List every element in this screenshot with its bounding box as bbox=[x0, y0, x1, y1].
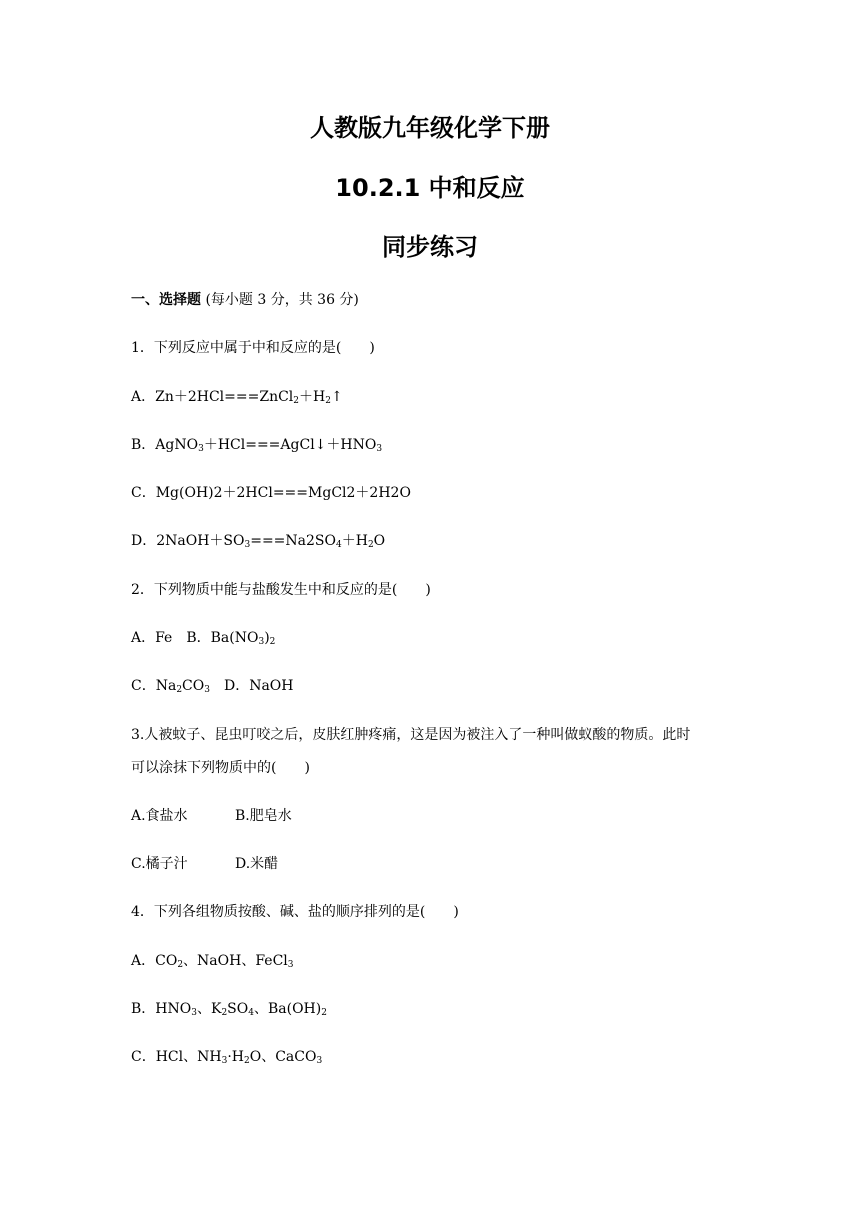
question-4-stem: 4．下列各组物质按酸、碱、盐的顺序排列的是( ) bbox=[131, 904, 459, 920]
question-4-option-a: A．$CO_2$、NaOH、FeCl$_3$ bbox=[131, 953, 294, 970]
exercise-title: 同步练习 bbox=[382, 233, 478, 261]
lesson-title: 10.2.1 中和反应 bbox=[335, 174, 525, 202]
document-title: 人教版九年级化学下册 bbox=[310, 114, 550, 142]
question-2-options-cd: C．$Na_2CO_3$ D．NaOH bbox=[131, 678, 294, 695]
question-3-options-ab bbox=[131, 806, 292, 826]
question-4-option-c: C．HCl、$NH_3\cdot H_2O$、CaCO$_3$ bbox=[131, 1049, 323, 1066]
question-3-option-d: D.米醋 bbox=[235, 856, 279, 872]
question-1-option-d: D．$2NaOH+SO_3===Na2SO_4+H_2O$ bbox=[131, 533, 386, 550]
question-3-stem-line-2: 可以涂抹下列物质中的( ) bbox=[131, 760, 310, 776]
section-note: (每小题 3 分，共 36 分) bbox=[201, 292, 359, 308]
question-1-option-b: B．$AgNO_3+HCl===AgCl↓+HNO_3$ bbox=[131, 437, 383, 454]
section-label: 一、选择题 bbox=[131, 292, 201, 308]
question-3-option-b: B.肥皂水 bbox=[235, 808, 292, 824]
question-3-stem-line-1: 3.人被蚊子、昆虫叮咬之后，皮肤红肿疼痛，这是因为被注入了一种叫做蚁酸的物质。此时 bbox=[131, 727, 691, 743]
question-3-option-c: C.橘子汁 bbox=[131, 856, 188, 872]
question-3-options-cd bbox=[131, 854, 279, 874]
question-2-options-ab: A．Fe B．$Ba(NO_3)_2$ bbox=[131, 630, 276, 647]
question-1-stem: 1．下列反应中属于中和反应的是( ) bbox=[131, 340, 375, 356]
question-2-stem: 2．下列物质中能与盐酸发生中和反应的是( ) bbox=[131, 582, 431, 598]
question-3-option-a: A.食盐水 bbox=[131, 808, 188, 824]
question-1-option-a: A．$Zn+2HCl===ZnCl_2+H_2↑$ bbox=[131, 389, 343, 406]
question-1-option-c: C．Mg(OH)2＋2HCl===MgCl2＋2H2O bbox=[131, 485, 411, 501]
section-heading bbox=[131, 290, 359, 310]
question-4-option-b: B．$HNO_3$、$K_2SO_4$、$Ba(OH)_2$ bbox=[131, 1001, 327, 1018]
